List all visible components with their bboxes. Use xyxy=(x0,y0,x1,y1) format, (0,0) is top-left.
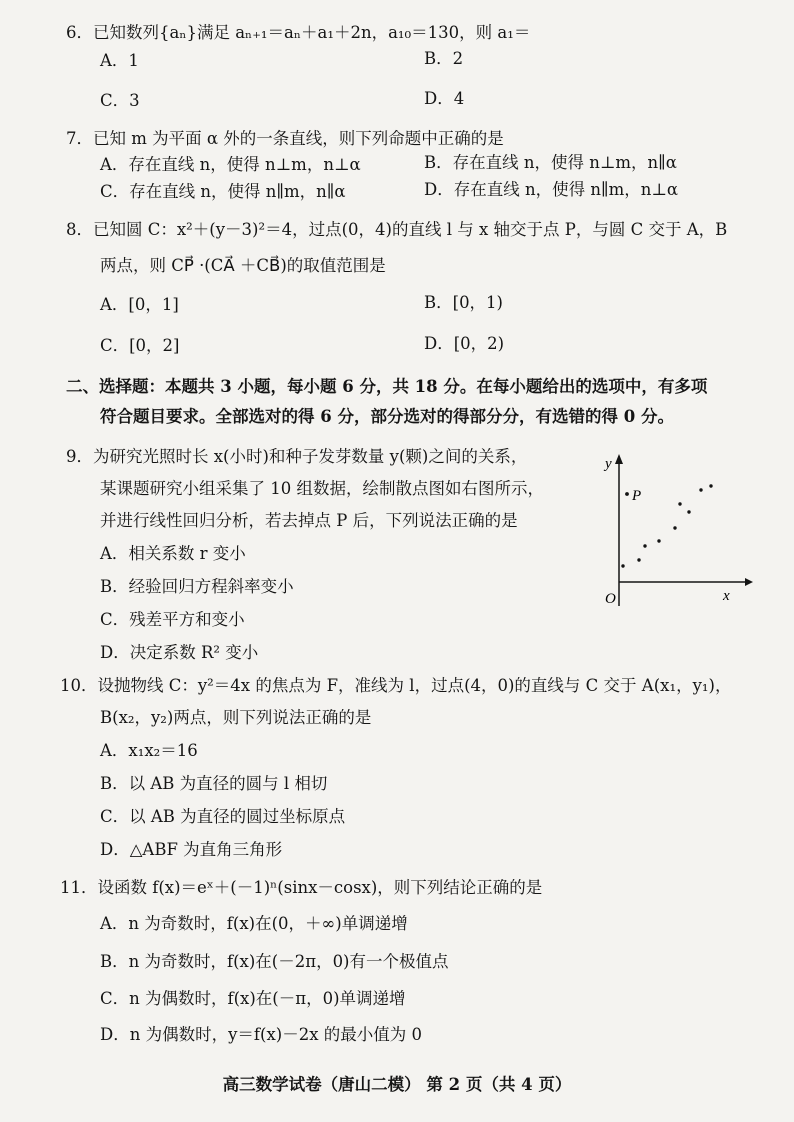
scatter-point xyxy=(709,484,712,487)
q6-option-d: D．4 xyxy=(424,89,465,108)
q10-option-c: C．以 AB 为直径的圆过坐标原点 xyxy=(100,807,346,826)
page-footer: 高三数学试卷（唐山二模） 第 2 页（共 4 页） xyxy=(222,1075,572,1094)
q6-option-b: B．2 xyxy=(424,49,464,68)
q8-stem-line2: 两点，则 CP⃗ ·(CA⃗ ＋CB⃗)的取值范围是 xyxy=(100,256,386,275)
scatter-point xyxy=(657,539,660,542)
q6-option-c: C．3 xyxy=(100,91,140,110)
q7-option-b: B．存在直线 n，使得 n⊥m，n∥α xyxy=(424,153,677,172)
q7-option-a: A．存在直线 n，使得 n⊥m，n⊥α xyxy=(100,155,361,174)
q7-stem: 7．已知 m 为平面 α 外的一条直线，则下列命题中正确的是 xyxy=(66,129,504,148)
x-axis-label: x xyxy=(723,588,730,604)
q11-option-b: B．n 为奇数时，f(x)在(－2π，0)有一个极值点 xyxy=(100,952,449,971)
q10-option-d: D．△ABF 为直角三角形 xyxy=(100,840,283,859)
q11-option-c: C．n 为偶数时，f(x)在(－π，0)单调递增 xyxy=(100,989,406,1008)
q6-option-a: A．1 xyxy=(100,51,139,70)
q9-stem-line1: 9．为研究光照时长 x(小时)和种子发芽数量 y(颗)之间的关系， xyxy=(66,447,528,466)
scatter-point xyxy=(678,502,681,505)
scatter-point xyxy=(637,558,640,561)
q8-option-b: B．[0，1) xyxy=(424,293,503,312)
scatter-point xyxy=(673,526,676,529)
y-axis-arrow-icon xyxy=(615,454,623,464)
q10-stem-line2: B(x₂，y₂)两点，则下列说法正确的是 xyxy=(100,708,372,727)
q9-option-d: D．决定系数 R² 变小 xyxy=(100,643,259,662)
point-p-label: P xyxy=(632,488,642,504)
q9-stem-line2: 某课题研究小组采集了 10 组数据，绘制散点图如右图所示， xyxy=(100,479,544,498)
q11-stem: 11．设函数 f(x)＝eˣ＋(－1)ⁿ(sinx－cosx)，则下列结论正确的是 xyxy=(60,878,543,897)
x-axis-arrow-icon xyxy=(745,578,753,586)
scatter-point xyxy=(699,488,702,491)
q10-stem-line1: 10．设抛物线 C：y²＝4x 的焦点为 F，准线为 l，过点(4，0)的直线与 C 交于 A(x₁，y₁)， xyxy=(60,676,732,695)
q11-option-a: A．n 为奇数时，f(x)在(0，＋∞)单调递增 xyxy=(100,914,408,933)
scatter-point xyxy=(643,544,646,547)
q8-option-a: A．[0，1] xyxy=(100,295,179,314)
scatter-point xyxy=(687,510,690,513)
q10-option-a: A．x₁x₂＝16 xyxy=(100,741,198,760)
q7-option-d: D．存在直线 n，使得 n∥m，n⊥α xyxy=(424,180,679,199)
q6-stem: 6．已知数列{aₙ}满足 aₙ₊₁＝aₙ＋a₁＋2n，a₁₀＝130，则 a₁＝ xyxy=(66,23,531,42)
q10-option-b: B．以 AB 为直径的圆与 l 相切 xyxy=(100,774,328,793)
q8-option-c: C．[0，2] xyxy=(100,336,180,355)
q9-option-b: B．经验回归方程斜率变小 xyxy=(100,577,294,596)
q8-option-d: D．[0，2) xyxy=(424,334,505,353)
section2-header-line2: 符合题目要求。全部选对的得 6 分，部分选对的得部分分，有选错的得 0 分。 xyxy=(100,407,674,426)
q11-option-d: D．n 为偶数时，y＝f(x)－2x 的最小值为 0 xyxy=(100,1025,422,1044)
y-axis-label: y xyxy=(605,456,612,472)
scatter-point xyxy=(621,564,624,567)
origin-label: O xyxy=(605,591,616,607)
q8-stem-line1: 8．已知圆 C：x²＋(y－3)²＝4，过点(0，4)的直线 l 与 x 轴交于点 P，与圆 C 交于 A，B xyxy=(66,220,728,239)
q7-option-c: C．存在直线 n，使得 n∥m，n∥α xyxy=(100,182,346,201)
scatter-point-p xyxy=(625,492,629,496)
scatter-plot-figure xyxy=(585,448,755,610)
section2-header-line1: 二、选择题：本题共 3 小题，每小题 6 分，共 18 分。在每小题给出的选项中，有多项 xyxy=(66,377,708,396)
q9-option-c: C．残差平方和变小 xyxy=(100,610,245,629)
q9-stem-line3: 并进行线性回归分析，若去掉点 P 后，下列说法正确的是 xyxy=(100,511,518,530)
q9-option-a: A．相关系数 r 变小 xyxy=(100,544,246,563)
